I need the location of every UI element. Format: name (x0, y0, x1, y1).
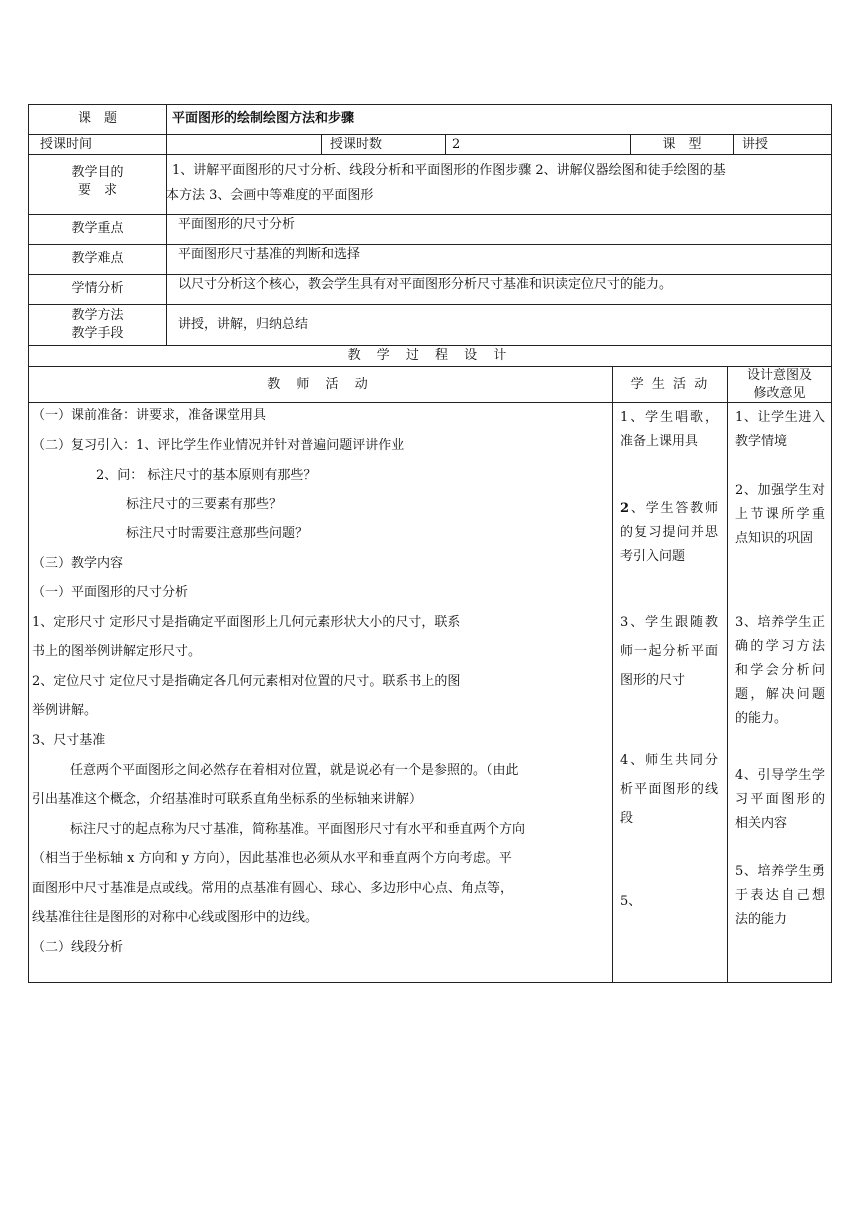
process-title: 教 学 过 程 设 计 (347, 348, 513, 363)
teacher-line: 1、定形尺寸 定形尺寸是指确定平面图形上几何元素形状大小的尺寸，联系 (32, 615, 461, 630)
student-step: 1、学生唱歌，准备上课用具 (620, 410, 718, 449)
student-column-header: 学 生 活 动 (630, 377, 710, 392)
type-label: 课 型 (662, 137, 702, 152)
focus-value: 平面图形的尺寸分析 (178, 217, 296, 232)
design-header-line: 设计意图及 (746, 368, 812, 383)
goals-line: 本方法 3、会画中等难度的平面图形 (166, 188, 374, 203)
teacher-line: （一）平面图形的尺寸分析 (32, 585, 189, 600)
teacher-line: 书上的图举例讲解定形尺寸。 (32, 644, 202, 659)
design-note: 4、引导学生学习平面图形的相关内容 (735, 768, 825, 831)
goals-label-line: 教学目的 (71, 165, 124, 180)
rule (612, 366, 613, 983)
teacher-line: 任意两个平面图形之间必然存在着相对位置，就是说必有一个是参照的。（由此 (70, 763, 519, 778)
rule (28, 304, 832, 305)
design-note: 2、加强学生对上节课所学重点知识的巩固 (735, 483, 825, 546)
student-step: 3、学生跟随教师一起分析平面图形的尺寸 (620, 615, 718, 688)
goals-label (29, 164, 166, 200)
teacher-line: 3、尺寸基准 (32, 733, 106, 748)
student-step-number: 2 (620, 501, 630, 516)
rule (727, 366, 728, 983)
design-note: 3、培养学生正确的学习方法和学会分析问题，解决问题的能力。 (735, 615, 825, 726)
topic-value: 平面图形的绘制绘图方法和步骤 (172, 111, 355, 126)
teacher-line: 举例讲解。 (32, 703, 98, 718)
rule (28, 154, 832, 155)
teacher-line: 2、定位尺寸 定位尺寸是指确定各几何元素相对位置的尺寸。联系书上的图 (32, 674, 461, 689)
topic-label: 课 题 (77, 111, 117, 126)
rule (831, 104, 832, 983)
time-label: 授课时间 (40, 137, 93, 152)
difficulty-value: 平面图形尺寸基准的判断和选择 (178, 247, 361, 262)
teacher-column-header: 教 师 活 动 (267, 377, 374, 392)
method-value: 讲授，讲解，归纳总结 (178, 317, 309, 332)
goals-line: 1、讲解平面图形的尺寸分析、线段分析和平面图形的作图步骤 2、讲解仪器绘图和徒手绘图的基 (172, 163, 726, 178)
rule (28, 345, 832, 346)
teacher-line: （二）线段分析 (32, 940, 124, 955)
rule (166, 104, 167, 346)
difficulty-label: 教学难点 (71, 251, 124, 266)
teacher-line: 标注尺寸的起点称为尺寸基准，简称基准。平面图形尺寸有水平和垂直两个方向 (70, 822, 526, 837)
design-column-header (728, 367, 831, 403)
rule (28, 402, 832, 403)
rule (28, 244, 832, 245)
teacher-line: 面图形中尺寸基准是点或线。常用的点基准有圆心、球心、多边形中心点、角点等， (32, 881, 514, 896)
teacher-line: 标注尺寸的三要素有那些？ (126, 497, 283, 512)
student-step-text: 、学生答教师的复习提问并思考引入问题 (620, 501, 718, 564)
design-note: 5、培养学生勇于表达自己想法的能力 (735, 864, 825, 927)
rule (28, 134, 832, 135)
situation-value: 以尺寸分析这个核心，教会学生具有对平面图形分析尺寸基准和识读定位尺寸的能力。 (178, 277, 673, 292)
method-label (29, 307, 166, 343)
student-step: 5、 (620, 894, 642, 909)
teacher-line: （二）复习引入：1、评比学生作业情况并针对普遍问题评讲作业 (32, 438, 405, 453)
focus-label: 教学重点 (71, 221, 124, 236)
teacher-line: 线基准往往是图形的对称中心线或图形中的边线。 (32, 910, 319, 925)
teacher-line: （三）教学内容 (32, 556, 124, 571)
situation-label: 学情分析 (71, 281, 124, 296)
student-step (620, 497, 718, 569)
rule (28, 104, 832, 105)
design-note: 1、让学生进入教学情境 (735, 410, 825, 449)
rule (445, 134, 446, 155)
goals-label-line: 要 求 (77, 183, 117, 198)
teacher-line: （一）课前准备：讲要求，准备课堂用具 (32, 408, 267, 423)
method-label-line: 教学方法 (71, 308, 124, 323)
teacher-line: 2、问： 标注尺寸的基本原则有那些？ (96, 468, 317, 483)
rule (28, 274, 832, 275)
rule (28, 982, 832, 983)
teacher-line: （相当于坐标轴 x 方向和 y 方向），因此基准也必须从水平和垂直两个方向考虑。平 (32, 851, 512, 866)
rule (28, 366, 832, 367)
student-step: 4、师生共同分析平面图形的线段 (620, 753, 718, 826)
teacher-line: 标注尺寸时需要注意那些问题？ (126, 526, 309, 541)
method-label-line: 教学手段 (71, 326, 124, 341)
type-value: 讲授 (742, 137, 769, 152)
hours-label: 授课时数 (330, 137, 383, 152)
teacher-line: 引出基准这个概念，介绍基准时可联系直角坐标系的坐标轴来讲解） (32, 792, 423, 807)
hours-value: 2 (452, 137, 461, 152)
design-header-line: 修改意见 (753, 386, 806, 401)
rule (321, 134, 322, 155)
rule (28, 214, 832, 215)
rule (733, 134, 734, 155)
